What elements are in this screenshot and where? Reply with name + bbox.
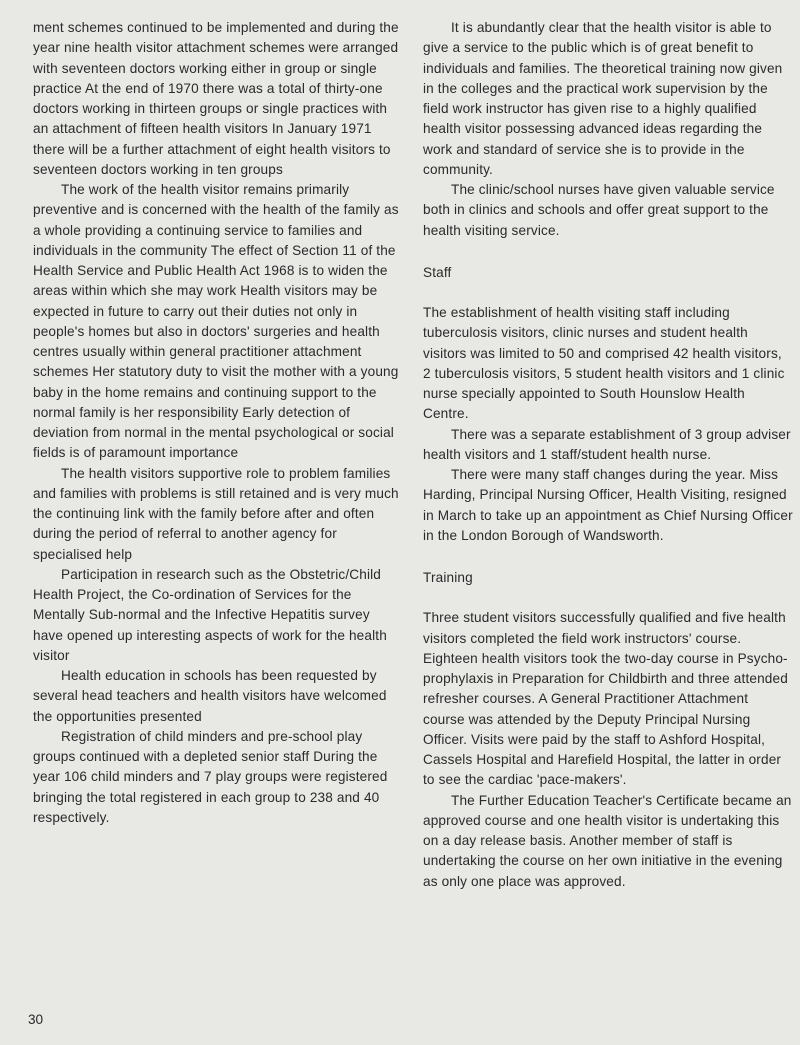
right-column — [423, 18, 793, 892]
paragraph: The Further Education Teacher's Certificate became an approved course and one health visitor is undertaking this on a day release basis. Another member of staff is undertaking the course on her own initiative in the evening as only one place was approved. — [423, 792, 792, 889]
paragraph: There was a separate establishment of 3 group adviser health visitors and 1 staff/student health nurse. — [423, 426, 791, 462]
section-heading-staff: Staff — [423, 264, 452, 280]
left-column — [33, 18, 403, 828]
paragraph: Registration of child minders and pre-school play groups continued with a depleted senior staff During the year 106 child minders and 7 play groups were registered bringing the total registered in each group to 238 and 40 respectively. — [33, 728, 388, 825]
paragraph: There were many staff changes during the year. Miss Harding, Principal Nursing Officer, Health Visiting, resigned in March to take up an appointment as Chief Nursing Officer in the London Borough of Wandsworth. — [423, 467, 793, 543]
paragraph: Participation in research such as the Obstetric/Child Health Project, the Co-ordination of Services for the Mentally Sub-normal and the Infective Hepatitis survey have opened up interesting aspects of work for the health visitor — [33, 566, 387, 663]
paragraph: The clinic/school nurses have given valuable service both in clinics and schools and offer great support to the health visiting service. — [423, 182, 775, 238]
paragraph: Health education in schools has been requested by several head teachers and health visitors have welcomed the opportunities presented — [33, 668, 387, 724]
paragraph: Three student visitors successfully qualified and five health visitors completed the field work instructors' course. Eighteen health visitors took the two-day course in Psycho-prophylaxis in Preparation for Childbirth and three attended refresher courses. A General Practitioner Attachment course was attended by the Deputy Principal Nursing Officer. Visits were paid by the staff to Ashford Hospital, Cassels Hospital and Harefield Hospital, the latter in order to see the cardiac 'pace-makers'. — [423, 610, 788, 788]
paragraph: ment schemes continued to be implemented and during the year nine health visitor attachment schemes were arranged with seventeen doctors working either in group or single practice At the end of 1970 there was a total of thirty-one doctors working in thirteen groups or single practices with an attachment of fifteen health visitors In January 1971 there will be a further attachment of eight health visitors to seventeen doctors working in ten groups — [33, 20, 399, 177]
paragraph: The work of the health visitor remains primarily preventive and is concerned with the health of the family as a whole providing a continuing service to families and individuals in the community The effect of Section 11 of the Health Service and Public Health Act 1968 is to widen the areas within which she may work Health visitors may be expected in future to carry out their duties not only in people's homes but also in doctors' surgeries and health centres usually within general practitioner attachment schemes Her statutory duty to visit the mother with a young baby in the home remains and continuing support to the normal family is her responsibility Early detection of deviation from normal in the mental psychological or social fields is of paramount importance — [33, 182, 399, 461]
page-number: 30 — [28, 1012, 44, 1027]
paragraph: The establishment of health visiting staff including tuberculosis visitors, clinic nurses and student health visitors was limited to 50 and comprised 42 health visitors, 2 tuberculosis visitors, 5 student health visitors and 1 clinic nurse specially appointed to South Hounslow Health Centre. — [423, 305, 785, 422]
paragraph: It is abundantly clear that the health visitor is able to give a service to the public which is of great benefit to individuals and families. The theoretical training now given in the colleges and the practical work supervision by the field work instructor has given rise to a highly qualified health visitor possessing advanced ideas regarding the work and standard of service she is to provide in the community. — [423, 20, 783, 177]
paragraph: The health visitors supportive role to problem families and families with problems is still retained and is very much the continuing link with the family before after and often during the period of referral to another agency for specialised help — [33, 465, 399, 562]
section-heading-training: Training — [423, 570, 473, 585]
